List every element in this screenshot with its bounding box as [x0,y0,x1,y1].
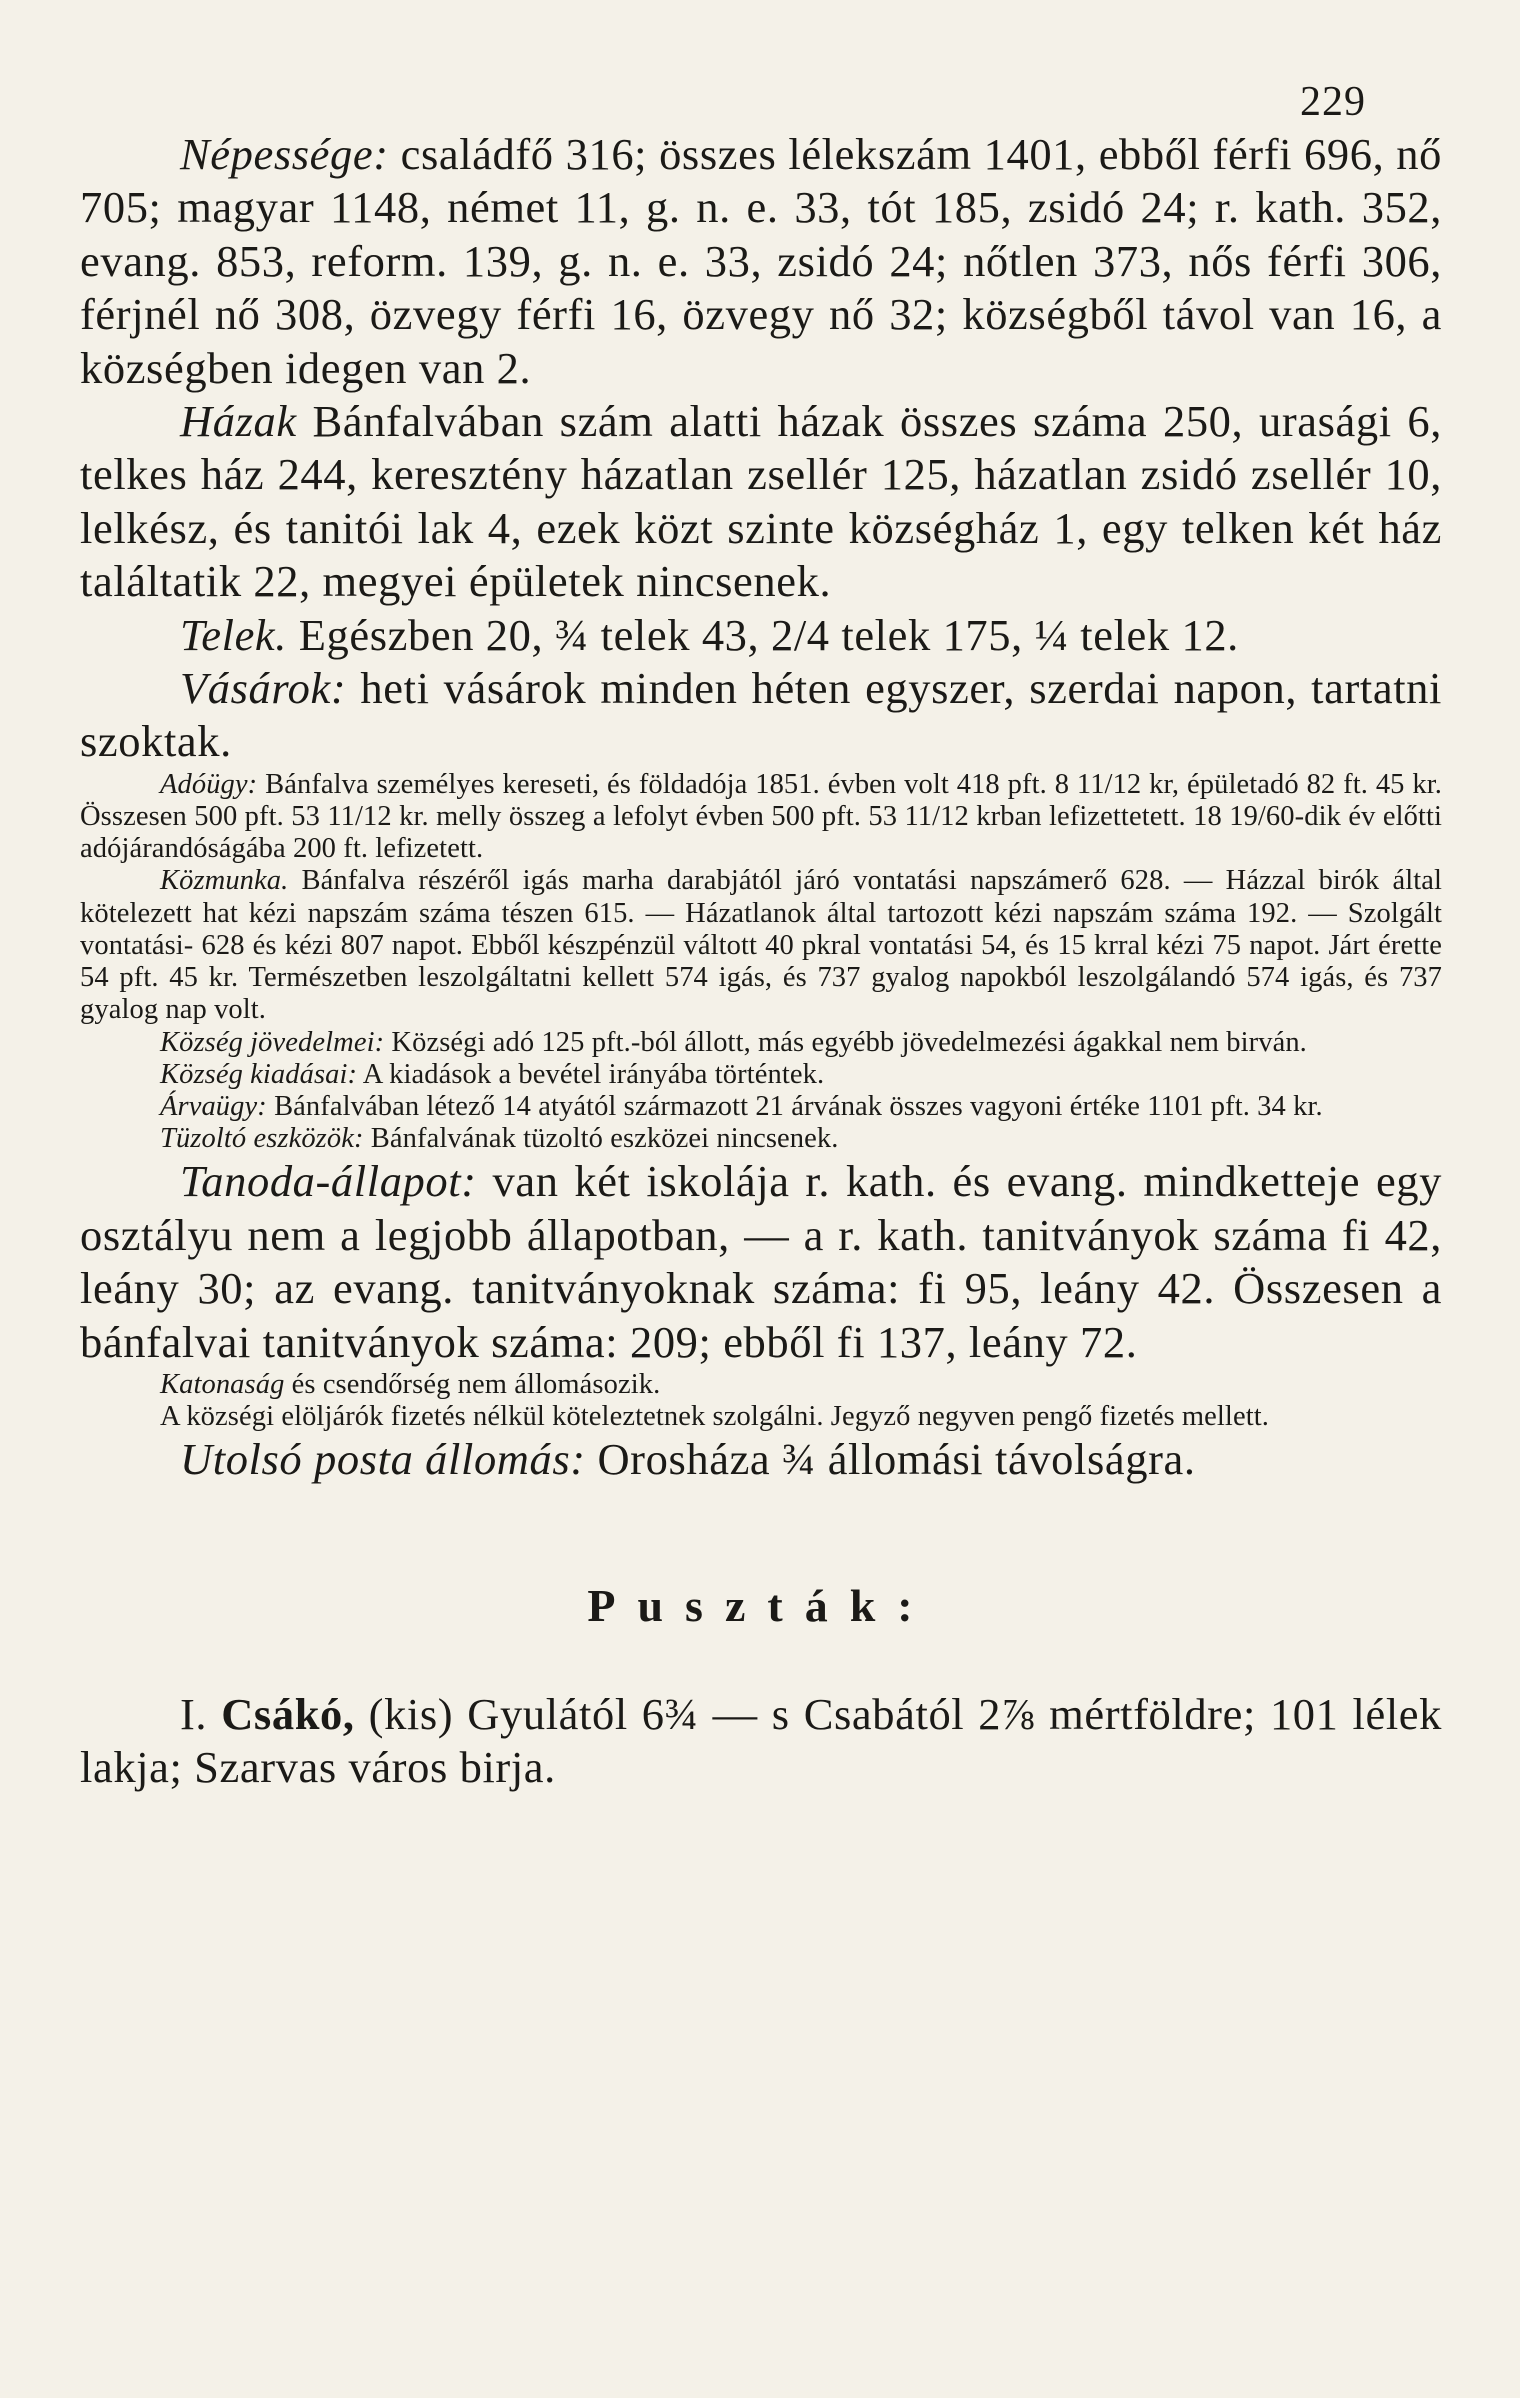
paragraph [80,128,1442,395]
paragraph-body: családfő 316; összes lélekszám 1401, ebből férfi 696, nő 705; magyar 1148, német 11, g. n. e. 33, tót 185, zsidó 24; r. kath. 352, evang. 853, reform. 139, g. n. e. 33, zsidó 24; nőtlen 373, nős férfi 306, férjnél nő 308, özvegy férfi 16, özvegy nő 32; községből távol van 16, a községben idegen van 2. [80,129,1442,393]
puszta-entry [80,1688,1442,1795]
paragraph-body: heti vásárok minden héten egyszer, szerdai napon, tartatni szoktak. [80,663,1442,767]
paragraph-heading: Házak [180,396,297,447]
paragraph-heading: Község kiadásai: [160,1058,358,1090]
paragraph [80,662,1442,769]
paragraph-body: A kiadások a bevétel irányába történtek. [357,1058,825,1090]
paragraph-body: és csendőrség nem állomásozik. [284,1368,661,1400]
paragraph [80,1155,1442,1369]
paragraph [80,1123,1442,1155]
paragraph-body: Községi adó 125 pft.-ból állott, más egyébb jövedelmezési ágakkal nem birván. [384,1026,1307,1058]
paragraph-heading: Közmunka. [160,865,289,897]
paragraph-heading: Adóügy: [160,768,258,800]
entry-prefix: I. [180,1688,222,1739]
paragraph-body: A községi elöljárók fizetés nélkül köteleztetnek szolgálni. Jegyző negyven pengő fizetés mellett. [160,1401,1269,1433]
entry-body: (kis) Gyulától 6¾ — s Csabától 2⅞ mértföldre; 101 lélek lakja; Szarvas város birja. [80,1688,1442,1793]
entry-name: Csákó, [221,1688,355,1739]
paragraph [80,1059,1442,1091]
paragraph [80,769,1442,866]
paragraph-heading: Katonaság [160,1368,285,1400]
paragraph-body: Bánfalvában szám alatti házak összes száma 250, urasági 6, telkes ház 244, keresztény házatlan zsellér 125, házatlan zsidó zsellér 10, lelkész, és tanitói lak 4, ezek közt szinte községház 1, egy telken két ház találtatik 22, megyei épületek nincsenek. [80,396,1442,607]
paragraph-body: Bánfalva részéről igás marha darabjától járó vontatási napszámerő 628. — Házzal birók által kötelezett hat kézi napszám száma tészen 615. — Házatlanok által tartozott kézi napszám száma 192. — Szolgált vontatási- 628 és kézi 807 napot. Ebből készpénzül váltott 40 pkral vontatási 54, és 15 krral kézi 75 napot. Járt érette 54 pft. 45 kr. Természetben leszolgáltatni kellett 574 igás, és 737 gyalog napokból leszolgálandó 574 igás, és 737 gyalog nap volt. [80,865,1442,1026]
paragraph-heading: Népessége: [180,129,389,179]
paragraph [80,609,1442,662]
paragraph-heading: Telek. [180,609,288,660]
paragraph [80,1027,1442,1059]
paragraph-body: Egészben 20, ¾ telek 43, 2/4 telek 175, ¼ telek 12. [287,609,1239,660]
paragraph-heading: Község jövedelmei: [160,1026,385,1058]
paragraph-body: Bánfalvában létező 14 atyától származott 21 árvának összes vagyoni értéke 1101 pft. 34 kr. [266,1090,1323,1122]
paragraph-body: Bánfalvának tüzoltó eszközei nincsenek. [363,1123,839,1155]
section-title: Puszták: [587,1579,935,1631]
paragraph-heading: Tanoda-állapot: [180,1156,477,1207]
paragraph [80,395,1442,609]
paragraph-body: Bánfalva személyes kereseti, és földadója 1851. évben volt 418 pft. 8 11/12 kr, épületadó 82 ft. 45 kr. Összesen 500 pft. 53 11/12 kr. melly összeg a lefolyt évben 500 pft. 53 11/12 krban lefizettetett. 18 19/60-dik év előtti adójárandóságába 200 ft. lefizetett. [80,768,1442,865]
paragraph [80,1433,1442,1486]
paragraph-body: Orosháza ¾ állomási távolságra. [585,1434,1196,1485]
paragraph-heading: Vásárok: [180,663,347,714]
paragraph-heading: Árvaügy: [160,1090,267,1122]
paragraph-heading: Utolsó posta állomás: [180,1434,586,1485]
paragraph-list [80,128,1442,1487]
body-text [80,128,1442,1795]
paragraph-body: van két iskolája r. kath. és evang. mindketteje egy osztályu nem a legjobb állapotban, — a r. kath. tanitványok száma fi 42, leány 30; az evang. tanitványoknak száma: fi 95, leány 42. Összesen a bánfalvai tanitványok száma: 209; ebből fi 137, leány 72. [80,1156,1442,1367]
paragraph-heading: Tüzoltó eszközök: [160,1123,364,1155]
paragraph [80,1401,1442,1433]
paragraph [80,1091,1442,1123]
paragraph [80,865,1442,1026]
paragraph [80,1369,1442,1401]
page-number: 229 [1300,79,1366,125]
